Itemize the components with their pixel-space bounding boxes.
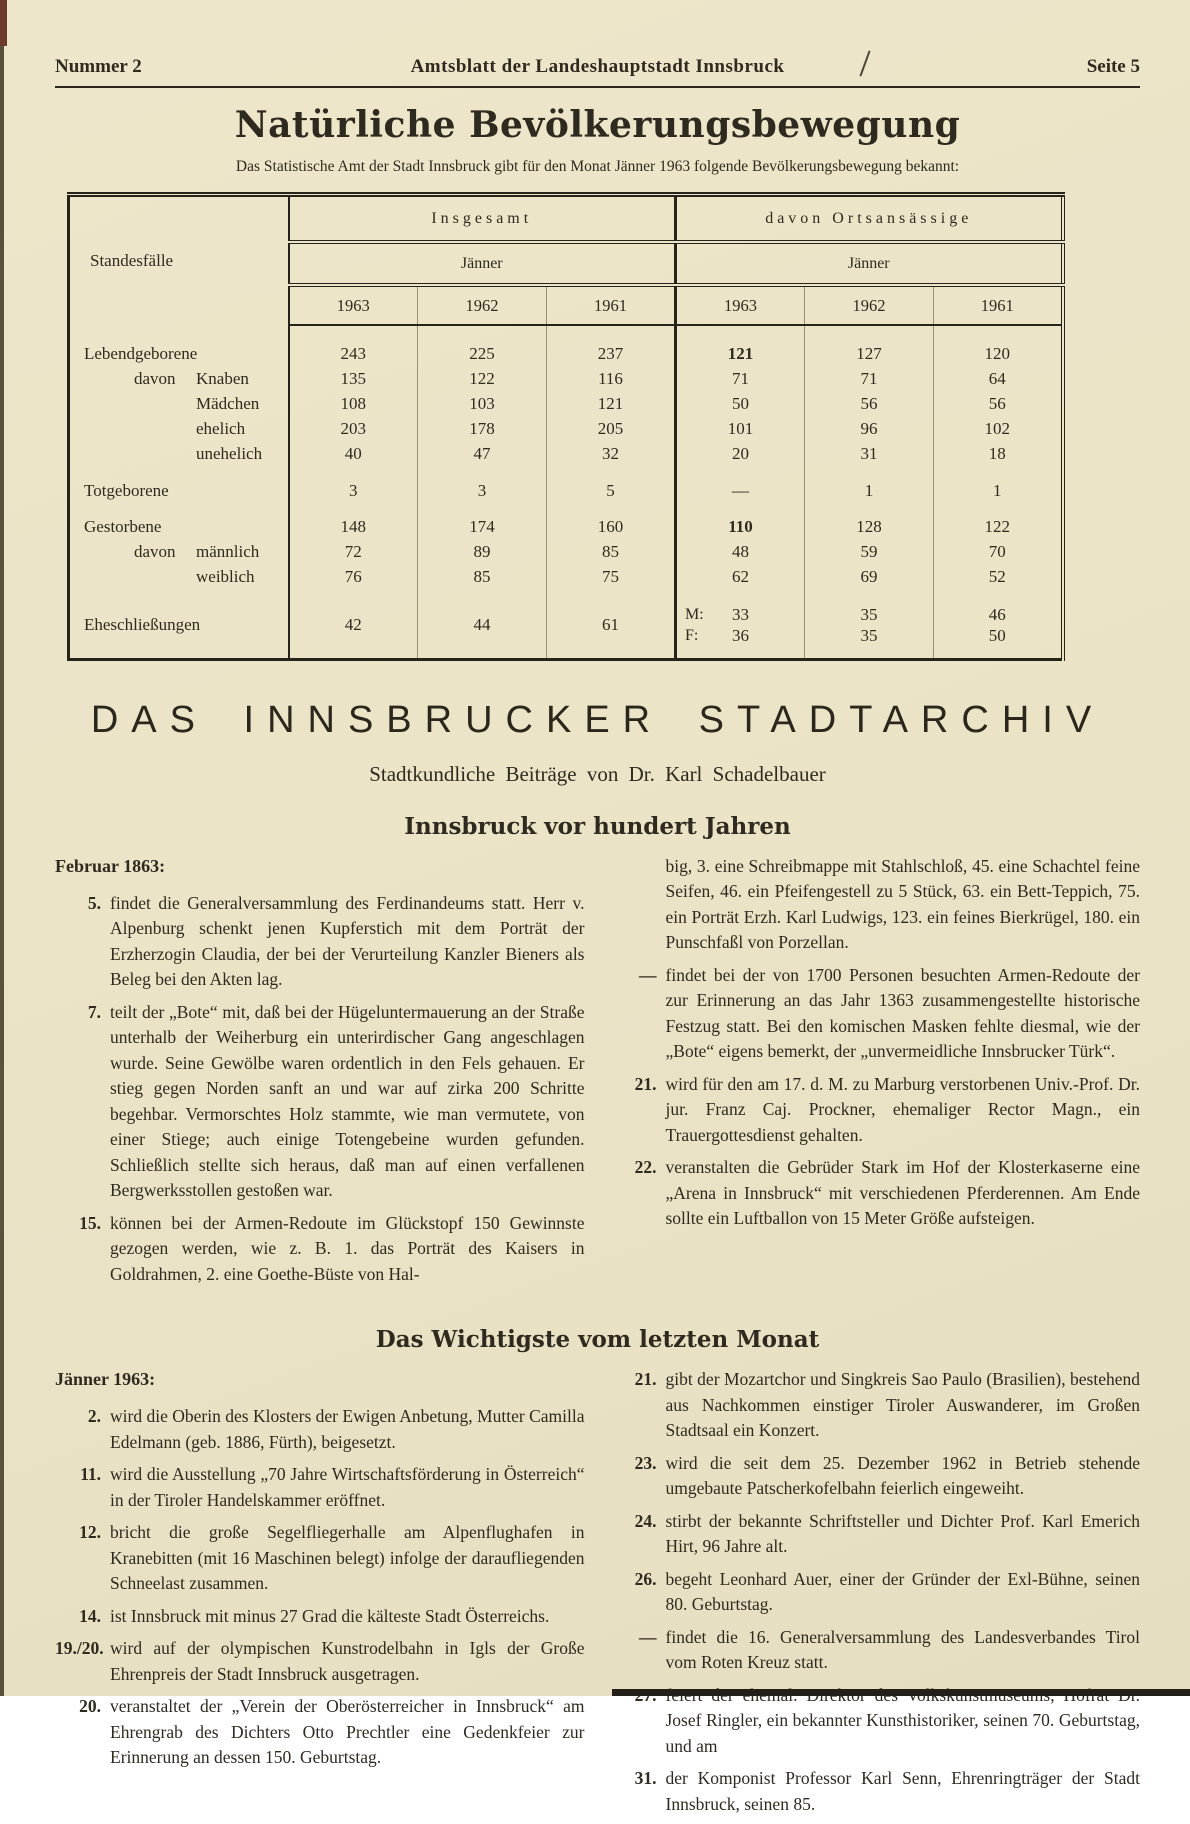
table-cell: 127 bbox=[805, 325, 934, 367]
table-row bbox=[69, 540, 1063, 565]
column-right bbox=[611, 854, 1141, 1239]
entry-number: 14. bbox=[79, 1605, 101, 1626]
table-cell: 116 bbox=[547, 367, 676, 392]
table-cell: 174 bbox=[418, 503, 547, 540]
table-header-cell: Insgesamt bbox=[289, 195, 676, 243]
entry-number: 24. bbox=[634, 1510, 657, 1531]
entry-text: wird die seit dem 25. Dezember 1962 in Betrieb stehende umgebaute Patscherkofelbahn feierlich eingeweiht. bbox=[665, 1452, 1140, 1498]
table-cell: 52 bbox=[934, 565, 1063, 590]
table-cell: 205 bbox=[547, 417, 676, 442]
entry-text: big, 3. eine Schreibmappe mit Stahlschloß, 45. eine Schachtel feine Seifen, 46. ein Pfeifengestell zu 5 Stück, 63. ein Bett-Teppich, 75. ein Porträt Erzh. Karl Ludwigs, 123. ein feines Bierkrügel, 180. ein Punschfaßl von Porzellan. bbox=[665, 855, 1140, 952]
entry-number: — bbox=[639, 964, 657, 985]
column-left bbox=[55, 854, 585, 1295]
table-header-cell: Jänner bbox=[676, 242, 1063, 285]
table-cell: 31 bbox=[805, 442, 934, 467]
list-item bbox=[55, 1462, 585, 1513]
list-item bbox=[55, 1604, 585, 1630]
table-row bbox=[69, 503, 1063, 540]
entry-number: 21. bbox=[634, 1369, 657, 1389]
table-cell: 50 bbox=[676, 392, 805, 417]
table-cell: 35 35 bbox=[805, 590, 934, 660]
list-item bbox=[611, 1072, 1141, 1149]
entry-text: findet die 16. Generalversammlung des Landesverbandes Tirol vom Roten Kreuz statt. bbox=[665, 1626, 1140, 1672]
table-cell: 178 bbox=[418, 417, 547, 442]
list-item bbox=[611, 963, 1141, 1065]
table-cell: Lebendgeborene bbox=[84, 343, 198, 363]
entry-text: findet die Generalversammlung des Ferdinandeums statt. Herr v. Alpenburg schenkt jenen Kupferstich mit dem Porträt der Erzherzogin Claudia, der bei der Verurteilung Kanzler Bieners als Beleg bei den Akten lag. bbox=[110, 892, 585, 989]
masthead-title: Amtsblatt der Landeshauptstadt Innsbruck bbox=[410, 56, 785, 77]
table-cell: 72 bbox=[289, 540, 418, 565]
table-cell: — bbox=[676, 467, 805, 504]
table-cell: weiblich bbox=[196, 567, 255, 586]
entry-text: wird die Oberin des Klosters der Ewigen Anbetung, Mutter Camilla Edelmann (geb. 1886, Fürth), beigesetzt. bbox=[110, 1406, 585, 1452]
table-cell: 89 bbox=[418, 540, 547, 565]
entry-text: können bei der Armen-Redoute im Glückstopf 150 Gewinnste gezogen werden, wie z. B. 1. das Porträt des Kaisers in Goldrahmen, 2. eine Goethe-Büste von Hal- bbox=[110, 1212, 585, 1284]
article-title: Natürliche Bevölkerungsbewegung bbox=[234, 104, 961, 146]
table-cell: 108 bbox=[289, 392, 418, 417]
table-header-cell: 1963 bbox=[676, 285, 805, 325]
header-rule bbox=[55, 86, 1140, 88]
article-subtitle: Das Statistische Amt der Stadt Innsbruck gibt für den Monat Jänner 1963 folgende Bevölkerungsbewegung bekannt: bbox=[235, 158, 960, 175]
table-cell: 71 bbox=[676, 367, 805, 392]
entry-text: der Komponist Professor Karl Senn, Ehrenringträger der Stadt Innsbruck, seinen 85. bbox=[665, 1768, 1140, 1814]
entry-text: bricht die große Segelfliegerhalle am Alpenflughafen in Kranebitten (mit 16 Maschinen belegt) infolge der daraufliegenden Schneelast zusammen. bbox=[110, 1522, 585, 1593]
running-head bbox=[55, 56, 1140, 78]
table-cell: 102 bbox=[934, 417, 1063, 442]
entry-text: ist Innsbruck mit minus 27 Grad die kälteste Stadt Österreichs. bbox=[110, 1605, 550, 1626]
list-item bbox=[611, 1155, 1141, 1232]
list-item bbox=[55, 1404, 585, 1455]
table-cell: Gestorbene bbox=[84, 517, 162, 536]
table-cell: 103 bbox=[418, 392, 547, 417]
table-cell: 120 bbox=[934, 325, 1063, 367]
list-item bbox=[55, 1000, 585, 1204]
table-row bbox=[69, 325, 1063, 367]
table-cell: unehelich bbox=[196, 444, 263, 463]
table-cell: 85 bbox=[418, 565, 547, 590]
entry-text: wird für den am 17. d. M. zu Marburg verstorbenen Univ.-Prof. Dr. jur. Franz Caj. Prockner, ehemaliger Rector Magn., ein Trauergottesdienst gehalten. bbox=[665, 1073, 1140, 1145]
table-header-cell: 1961 bbox=[934, 285, 1063, 325]
table-cell: 69 bbox=[805, 565, 934, 590]
table-cell: davon Knaben bbox=[134, 369, 249, 388]
table-cell: M: 33 F: 36 bbox=[676, 590, 805, 660]
table-cell: 76 bbox=[289, 565, 418, 590]
table-cell: 225 bbox=[418, 325, 547, 367]
table-cell: 56 bbox=[805, 392, 934, 417]
table-cell: 40 bbox=[289, 442, 418, 467]
entry-number: 11. bbox=[80, 1464, 101, 1484]
table-cell: 71 bbox=[805, 367, 934, 392]
entry-text: findet bei der von 1700 Personen besuchten Armen-Redoute der zur Erinnerung an das Jahr 1363 zusammengestellte historische Festzug statt. Bei den komischen Masken fehlte diesmal, wie der „Bote“ eigens bemerkt, der „unvermeidliche Innsbrucker Türk“. bbox=[665, 964, 1140, 1061]
list-item bbox=[55, 1520, 585, 1597]
table-cell: 61 bbox=[547, 590, 676, 660]
table-cell: 160 bbox=[547, 503, 676, 540]
table-cell: Totgeborene bbox=[84, 480, 169, 500]
entry-text: veranstalten die Gebrüder Stark im Hof der Klosterkaserne eine „Arena in Innsbruck“ mit verschiedenen Pferderennen. Am Ende sollte ein Luftballon von 15 Meter Größe aufsteigen. bbox=[665, 1157, 1140, 1228]
list-item bbox=[55, 1636, 585, 1687]
table-cell: 135 bbox=[289, 367, 418, 392]
entry-number: — bbox=[639, 1626, 657, 1647]
section-byline: Stadtkundliche Beiträge von Dr. Karl Schadelbauer bbox=[369, 761, 826, 786]
entry-text: begeht Leonhard Auer, einer der Gründer der Exl-Bühne, seinen 80. Geburtstag. bbox=[665, 1568, 1140, 1614]
table-row bbox=[69, 590, 1063, 660]
column-left bbox=[55, 1367, 585, 1778]
subsection-heading-hundert-jahren: Innsbruck vor hundert Jahren bbox=[404, 812, 791, 840]
table-header-cell: Standesfälle bbox=[90, 251, 174, 270]
subsection-heading-letzter-monat: Das Wichtigste vom letzten Monat bbox=[375, 1326, 820, 1353]
table-cell: 47 bbox=[418, 442, 547, 467]
table-cell: 122 bbox=[418, 367, 547, 392]
table-cell: 110 bbox=[676, 503, 805, 540]
entry-number: 22. bbox=[634, 1157, 657, 1177]
table-row bbox=[69, 565, 1063, 590]
table-cell: 56 bbox=[934, 392, 1063, 417]
table-row bbox=[69, 195, 1063, 243]
table-header-cell: davon Ortsansässige bbox=[676, 195, 1063, 243]
table-header-cell: 1962 bbox=[418, 285, 547, 325]
table-cell: 5 bbox=[547, 467, 676, 504]
table-cell: 148 bbox=[289, 503, 418, 540]
entry-text: wird auf der olympischen Kunstrodelbahn in Igls der Große Ehrenpreis der Stadt Innsbruck ausgetragen. bbox=[110, 1638, 585, 1684]
entry-text: veranstaltet der „Verein der Oberösterreicher in Innsbruck“ am Ehrengrab des Dichters Otto Prechtler eine Gedenkfeier zur Erinnerung an dessen 150. Geburtstag. bbox=[110, 1696, 585, 1767]
list-item bbox=[611, 1625, 1141, 1676]
table-row bbox=[69, 392, 1063, 417]
table-cell: 46 50 bbox=[934, 590, 1063, 660]
list-item bbox=[55, 1694, 585, 1771]
entry-text: teilt der „Bote“ mit, daß bei der Hügeluntermauerung an der Straße unterhalb der Weiherburg ein unterirdischer Gang angeschlagen wurde. Seine Gewölbe waren ordentlich in den Fels gehauen. Er stieg gegen Norden sanft an und war auf zirka 200 Schritte begehbar. Vermorschtes Holz stammte, wie man vermutete, von einer Stiege; auch einige Totengebeine wurden gefunden. Schließlich stellte sich heraus, daß man auf einen verfallenen Bergwerksstollen gestoßen war. bbox=[110, 1001, 585, 1200]
list-item bbox=[611, 1367, 1141, 1444]
entry-number: 7. bbox=[87, 1001, 101, 1022]
table-cell: 75 bbox=[547, 565, 676, 590]
section-title: DAS INNSBRUCKER STADTARCHIV bbox=[90, 698, 1105, 741]
entry-number: 20. bbox=[79, 1696, 101, 1716]
table-cell: 101 bbox=[676, 417, 805, 442]
entry-number: 12. bbox=[79, 1522, 101, 1542]
table-cell: Mädchen bbox=[196, 394, 260, 413]
table-cell: 121 bbox=[547, 392, 676, 417]
table-cell: 64 bbox=[934, 367, 1063, 392]
table-row bbox=[69, 417, 1063, 442]
entry-text: wird die Ausstellung „70 Jahre Wirtschaftsförderung in Österreich“ in der Tiroler Handelskammer eröffnet. bbox=[110, 1464, 585, 1510]
table-cell: 62 bbox=[676, 565, 805, 590]
table-cell: 32 bbox=[547, 442, 676, 467]
table-cell: 59 bbox=[805, 540, 934, 565]
table-cell: Eheschließungen bbox=[84, 614, 201, 634]
list-item bbox=[611, 1567, 1141, 1618]
table-cell: 42 bbox=[289, 590, 418, 660]
table-cell: 1 bbox=[805, 467, 934, 504]
table-cell: 128 bbox=[805, 503, 934, 540]
table-cell: ehelich bbox=[196, 419, 246, 438]
table-cell: 85 bbox=[547, 540, 676, 565]
date-heading: Februar 1863: bbox=[55, 855, 166, 876]
scan-edge-bottom bbox=[612, 1689, 1190, 1696]
table-row bbox=[69, 442, 1063, 467]
table-cell: 237 bbox=[547, 325, 676, 367]
table-cell: 121 bbox=[676, 325, 805, 367]
two-column-text bbox=[55, 1367, 1140, 1824]
table-cell: 3 bbox=[289, 467, 418, 504]
entry-text: Josef Ringler, ein bekannter Kunsthistoriker, seinen 70. Geburtstag, und am bbox=[665, 1710, 1140, 1756]
column-right bbox=[611, 1367, 1141, 1824]
table-cell: 122 bbox=[934, 503, 1063, 540]
date-heading: Jänner 1963: bbox=[55, 1369, 156, 1389]
list-item bbox=[55, 891, 585, 993]
table-cell: 18 bbox=[934, 442, 1063, 467]
table-header-cell: Jänner bbox=[289, 242, 676, 285]
list-item bbox=[611, 1766, 1141, 1817]
table-cell: 70 bbox=[934, 540, 1063, 565]
page-number: Seite 5 bbox=[1086, 56, 1140, 77]
table-cell: 48 bbox=[676, 540, 805, 565]
table-row bbox=[69, 367, 1063, 392]
table-cell: davon männlich bbox=[134, 542, 260, 561]
list-item bbox=[611, 854, 1141, 956]
table-header-cell: 1963 bbox=[289, 285, 418, 325]
list-item bbox=[611, 1451, 1141, 1502]
entry-number: 5. bbox=[87, 892, 101, 913]
entry-number: 21. bbox=[634, 1073, 657, 1094]
entry-number: 26. bbox=[634, 1568, 657, 1589]
list-item bbox=[611, 1509, 1141, 1560]
two-column-text bbox=[55, 854, 1140, 1295]
entry-number: 2. bbox=[87, 1406, 101, 1426]
scan-edge-left bbox=[0, 0, 4, 1696]
entry-text: gibt der Mozartchor und Singkreis Sao Paulo (Brasilien), bestehend aus Nachkommen einstiger Tiroler Auswanderer, im Großen Stadtsaal ein Konzert. bbox=[665, 1369, 1140, 1440]
table-cell: 44 bbox=[418, 590, 547, 660]
list-item bbox=[55, 1211, 585, 1288]
table-cell: 3 bbox=[418, 467, 547, 504]
table-header-cell: 1962 bbox=[805, 285, 934, 325]
entry-number: 23. bbox=[634, 1452, 657, 1473]
table-cell: 20 bbox=[676, 442, 805, 467]
entry-number: 15. bbox=[79, 1212, 101, 1233]
table-header-cell: 1961 bbox=[547, 285, 676, 325]
entry-number: 19./20. bbox=[55, 1638, 104, 1658]
table-cell: 203 bbox=[289, 417, 418, 442]
entry-text: stirbt der bekannte Schriftsteller und Dichter Prof. Karl Emerich Hirt, 96 Jahre alt. bbox=[665, 1510, 1140, 1556]
table-cell: 243 bbox=[289, 325, 418, 367]
table-cell: 96 bbox=[805, 417, 934, 442]
scan-mark-topleft bbox=[0, 0, 7, 46]
table-cell: 1 bbox=[934, 467, 1063, 504]
entry-number: 31. bbox=[634, 1768, 657, 1788]
issue-number: Nummer 2 bbox=[55, 56, 142, 77]
table-row bbox=[69, 467, 1063, 504]
stats-table bbox=[67, 192, 1065, 661]
